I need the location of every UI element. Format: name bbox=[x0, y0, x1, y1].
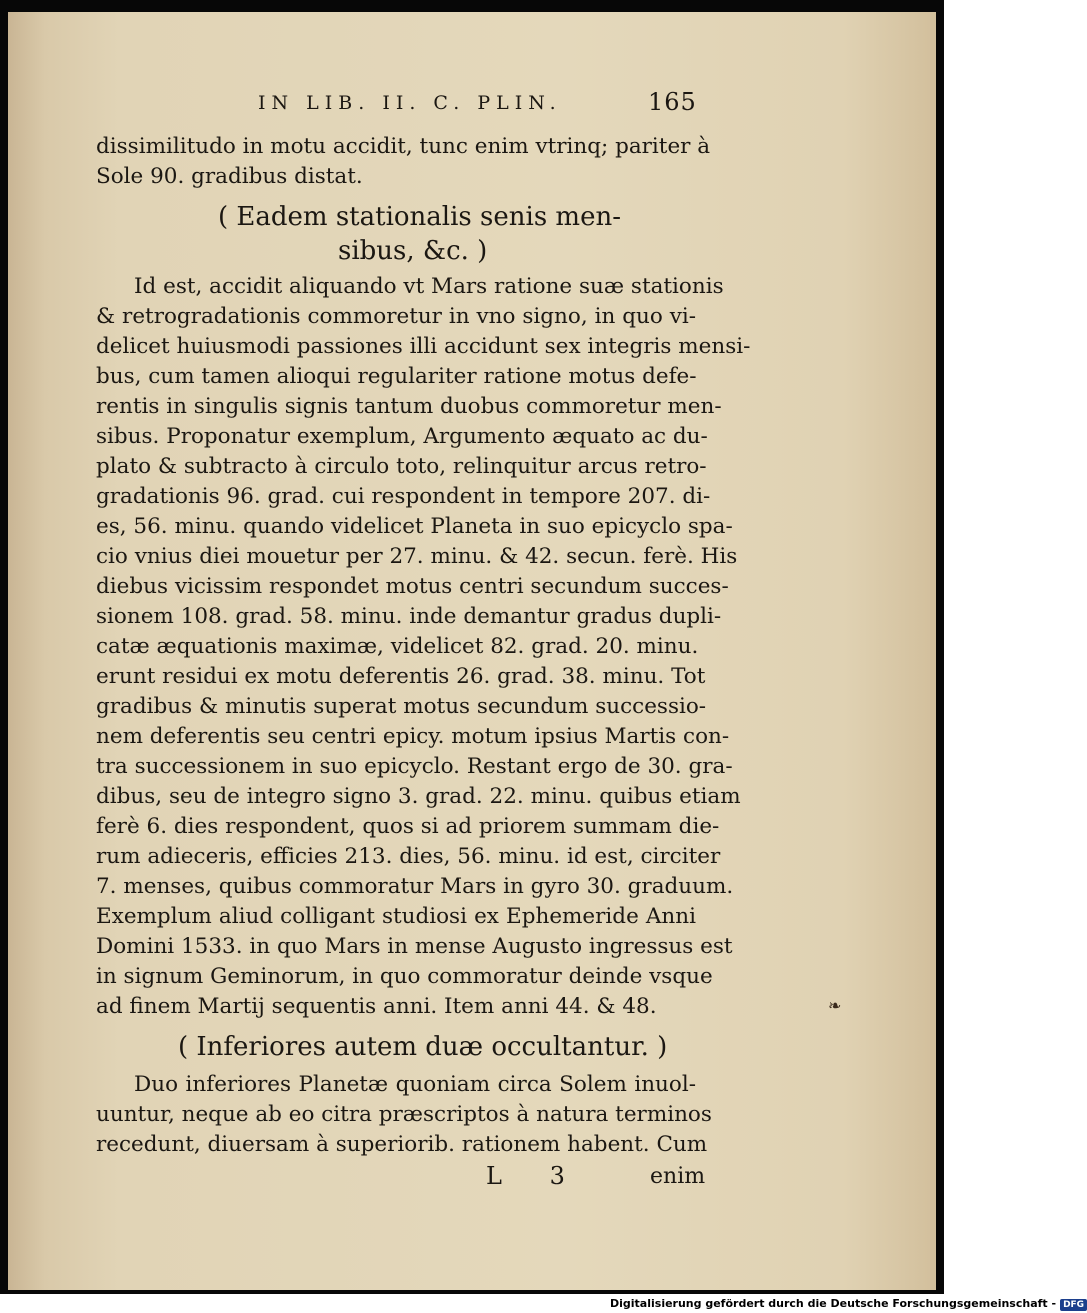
text-line: rum adieceris, efficies 213. dies, 56. minu. id est, circiter bbox=[96, 844, 721, 869]
text-line: plato & subtracto à circulo toto, relinquitur arcus retro- bbox=[96, 454, 707, 479]
text-line: tra successionem in suo epicyclo. Restant ergo de 30. gra- bbox=[96, 754, 733, 779]
digitization-credit bbox=[610, 1297, 1087, 1311]
text-line: Exemplum aliud colligant studiosi ex Ephemeride Anni bbox=[96, 904, 696, 929]
text-line: catæ æquationis maximæ, videlicet 82. grad. 20. minu. bbox=[96, 634, 699, 659]
text-line: dibus, seu de integro signo 3. grad. 22. minu. quibus etiam bbox=[96, 784, 741, 809]
catchword: enim bbox=[650, 1164, 706, 1189]
text-line: Duo inferiores Planetæ quoniam circa Solem inuol- bbox=[134, 1072, 696, 1097]
section-heading: ( Eadem stationalis senis men- bbox=[218, 202, 621, 232]
margin-mark: ❧ bbox=[828, 996, 842, 1015]
text-line: es, 56. minu. quando videlicet Planeta in suo epicyclo spa- bbox=[96, 514, 733, 539]
running-head: IN LIB. II. C. PLIN. bbox=[258, 92, 562, 114]
text-line: sibus. Proponatur exemplum, Argumento æquato ac du- bbox=[96, 424, 708, 449]
text-line: uuntur, neque ab eo citra præscriptos à natura terminos bbox=[96, 1102, 712, 1127]
text-line: ad finem Martij sequentis anni. Item anni 44. & 48. bbox=[96, 994, 657, 1019]
text-line: erunt residui ex motu deferentis 26. grad. 38. minu. Tot bbox=[96, 664, 706, 689]
signature-mark: L 3 bbox=[486, 1162, 585, 1190]
text-line: delicet huiusmodi passiones illi accidunt sex integris mensi- bbox=[96, 334, 751, 359]
text-line: nem deferentis seu centri epicy. motum ipsius Martis con- bbox=[96, 724, 730, 749]
text-line: ferè 6. dies respondent, quos si ad priorem summam die- bbox=[96, 814, 720, 839]
page-number: 165 bbox=[648, 88, 697, 116]
book-page bbox=[8, 12, 936, 1290]
text-line: dissimilitudo in motu accidit, tunc enim vtrinq; pariter à bbox=[96, 134, 711, 159]
text-line: sionem 108. grad. 58. minu. inde demantur gradus dupli- bbox=[96, 604, 722, 629]
credit-text: Digitalisierung gefördert durch die Deutsche Forschungsgemeinschaft - bbox=[610, 1297, 1057, 1310]
text-line: diebus vicissim respondet motus centri secundum succes- bbox=[96, 574, 729, 599]
text-line: cio vnius diei mouetur per 27. minu. & 42. secun. ferè. His bbox=[96, 544, 738, 569]
text-line: in signum Geminorum, in quo commoratur deinde vsque bbox=[96, 964, 713, 989]
text-line: Id est, accidit aliquando vt Mars ratione suæ stationis bbox=[134, 274, 724, 299]
section-heading: ( Inferiores autem duæ occultantur. ) bbox=[178, 1032, 668, 1062]
text-line: gradibus & minutis superat motus secundum successio- bbox=[96, 694, 707, 719]
text-line: Domini 1533. in quo Mars in mense Augusto ingressus est bbox=[96, 934, 733, 959]
text-line: recedunt, diuersam à superiorib. rationem habent. Cum bbox=[96, 1132, 708, 1157]
text-line: & retrogradationis commoretur in vno signo, in quo vi- bbox=[96, 304, 696, 329]
text-line: rentis in singulis signis tantum duobus commoretur men- bbox=[96, 394, 722, 419]
text-line: bus, cum tamen alioqui regulariter ratione motus defe- bbox=[96, 364, 697, 389]
dfg-logo: DFG bbox=[1060, 1299, 1087, 1311]
text-line: gradationis 96. grad. cui respondent in tempore 207. di- bbox=[96, 484, 711, 509]
text-line: 7. menses, quibus commoratur Mars in gyro 30. graduum. bbox=[96, 874, 734, 899]
text-line: Sole 90. gradibus distat. bbox=[96, 164, 363, 189]
section-heading: sibus, &c. ) bbox=[338, 236, 488, 266]
